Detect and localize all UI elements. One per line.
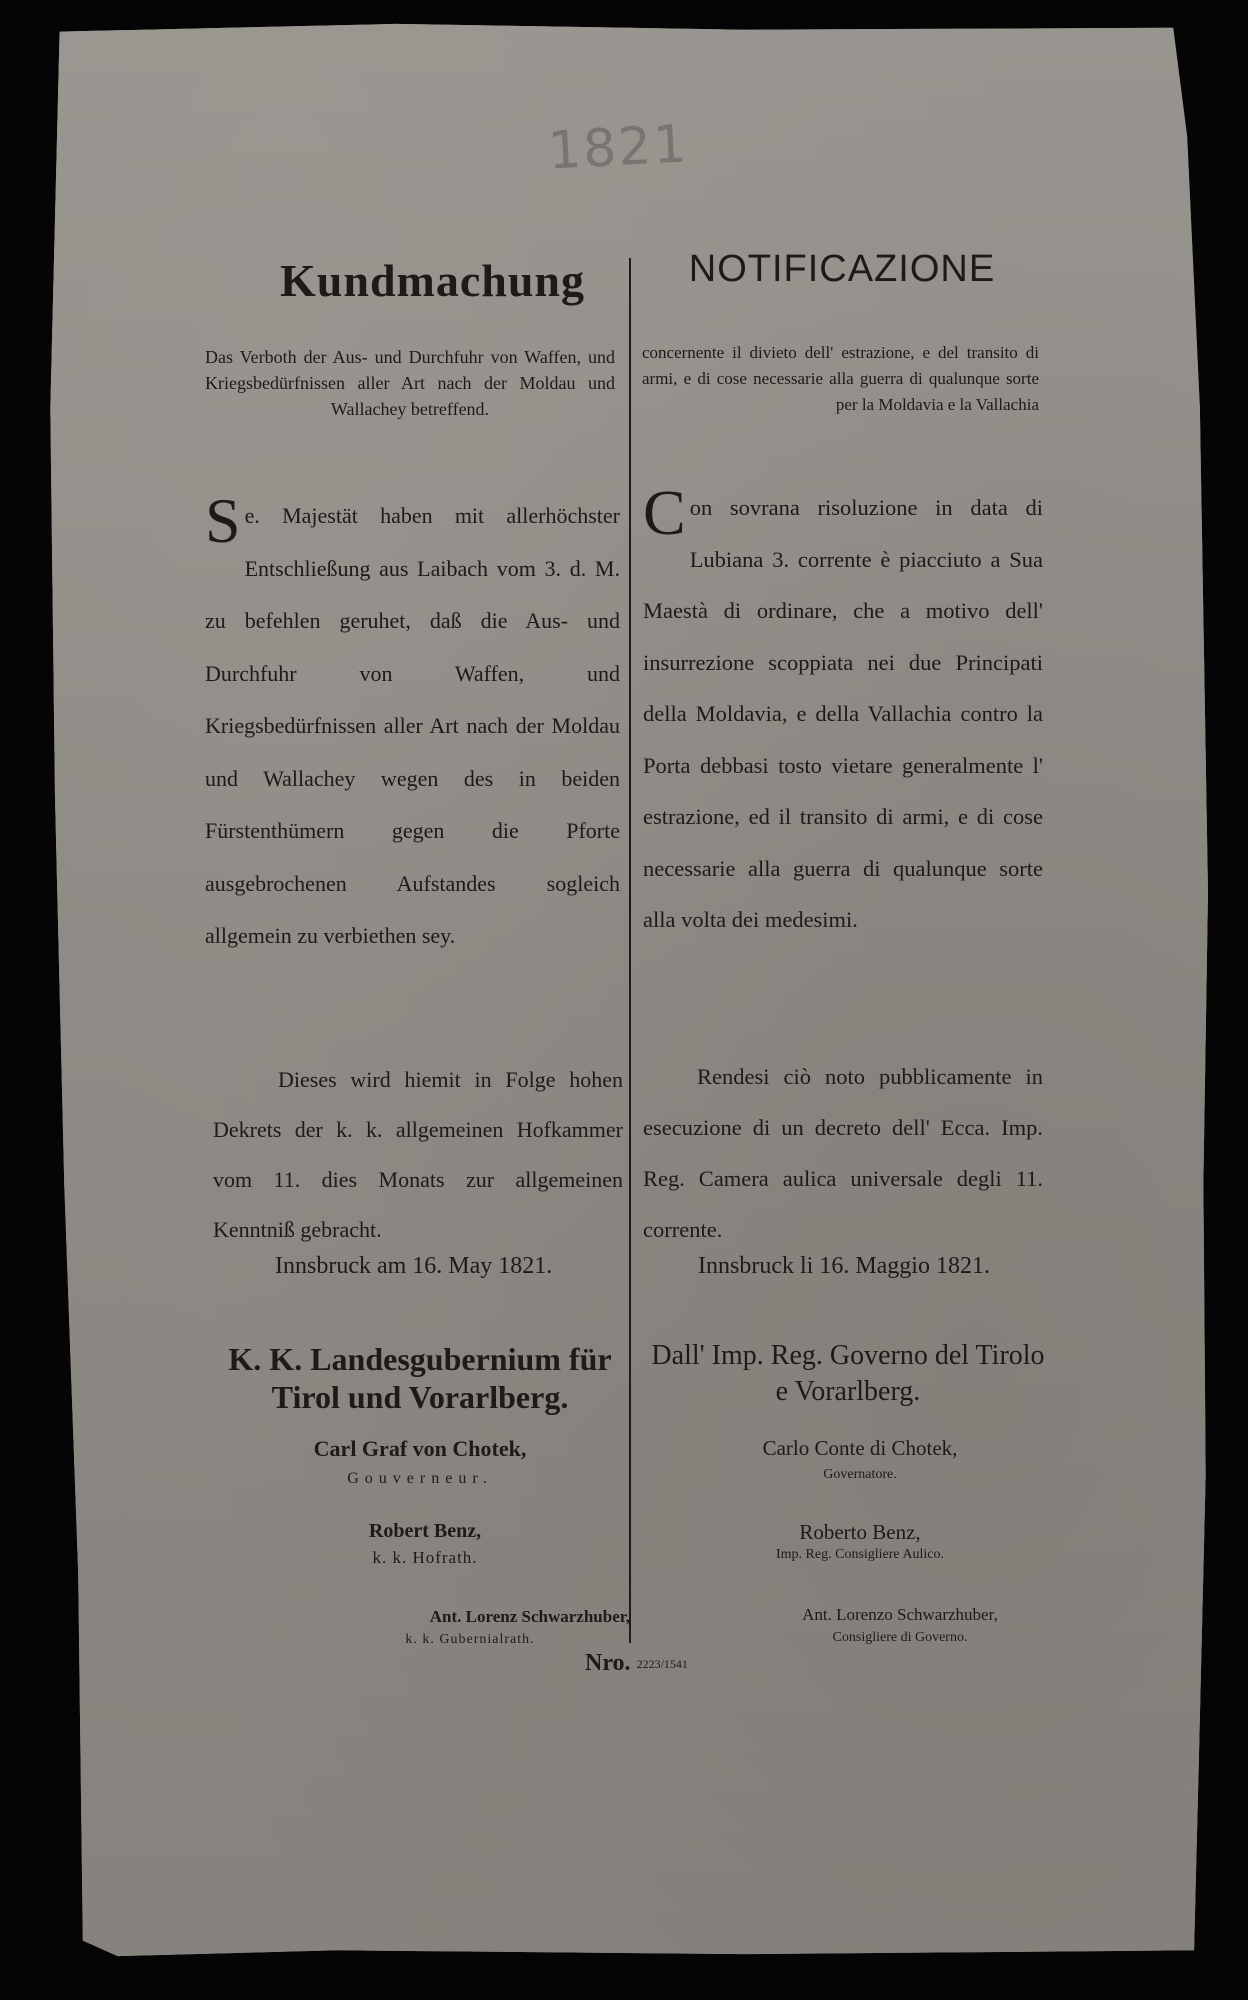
italian-signatory-title: Consigliere di Governo. [832, 1630, 968, 1645]
german-body-second: Dieses wird hiemit in Folge hohen Dekrets der k. k. allgemeinen Hofkammer vom 11. dies Monats zur allgemeinen Kenntniß gebracht. [213, 1067, 623, 1242]
german-body-text: e. Majestät haben mit allerhöchster Entschließung aus Laibach vom 3. d. M. zu befehlen geruhet, daß die Aus- und Durchfuhr von Waffen, und Kriegsbedürfnissen aller Art nach der Moldau und Wallachey wegen des in beiden Fürstenthümern gegen die Pforte ausgebrochenen Aufstandes sogleich allgemein zu verbiethen sey. [205, 503, 620, 948]
italian-signatory-name: Roberto Benz, [799, 1520, 921, 1544]
pencil-annotation: 1821 [546, 114, 690, 182]
italian-body-second: Rendesi ciò noto pubblicamente in esecuzione di un decreto dell' Ecca. Imp. Reg. Camera aulica universale degli 11. corrente. [643, 1064, 1043, 1242]
italian-signatory-name: Ant. Lorenzo Schwarzhuber, [802, 1605, 998, 1624]
german-signatory-name: Robert Benz, [368, 1520, 482, 1542]
german-signatory-name: Ant. Lorenz Schwarzhuber, [429, 1607, 630, 1626]
italian-body [643, 477, 1043, 946]
german-title: Kundmachung [280, 255, 586, 306]
nro-number: 2223/1541 [636, 1656, 688, 1671]
german-signatory-title: k. k. Hofrath. [372, 1548, 478, 1567]
italian-title: NOTIFICAZIONE [688, 248, 996, 290]
column-divider [629, 258, 631, 1643]
german-signatory-name: Carl Graf von Chotek, [313, 1436, 527, 1461]
document-number [585, 1650, 725, 1677]
italian-signatory-title: Governatore. [823, 1467, 897, 1482]
italian-authority: Dall' Imp. Reg. Governo del Tirolo e Vorarlberg. [651, 1340, 1045, 1407]
nro-label: Nro. [585, 1650, 631, 1676]
italian-subtitle: concernente il divieto dell' estrazione, e del transito di armi, e di cose necessarie alla guerra di qualunque sorte per la Moldavia e la Vallachia [642, 343, 1039, 414]
italian-signatory-name: Carlo Conte di Chotek, [762, 1436, 958, 1460]
german-authority: K. K. Landesgubernium für Tirol und Vorarlberg. [228, 1341, 612, 1415]
german-body [205, 485, 620, 963]
german-dropcap: S [205, 485, 241, 556]
italian-body-text: on sovrana risoluzione in data di Lubiana 3. corrente è piacciuto a Sua Maestà di ordinare, che a motivo dell' insurrezione scoppiata nei due Principati della Moldavia, e della Vallachia contro la Porta debbasi tosto vietare generalmente l' estrazione, ed il transito di armi, e di cose necessarie alla guerra di qualunque sorte alla volta dei medesimi. [643, 495, 1043, 932]
italian-signatory-title: Imp. Reg. Consigliere Aulico. [776, 1547, 944, 1562]
german-date: Innsbruck am 16. May 1821. [275, 1253, 553, 1279]
italian-dropcap: C [643, 477, 686, 548]
german-signatory-title: k. k. Gubernialrath. [405, 1632, 535, 1647]
german-signatory-title: Gouverneur. [347, 1470, 493, 1487]
german-subtitle: Das Verboth der Aus- und Durchfuhr von Waffen, und Kriegsbedürfnissen aller Art nach der Moldau und Wallachey betreffend. [205, 347, 615, 419]
italian-date: Innsbruck li 16. Maggio 1821. [698, 1253, 990, 1279]
